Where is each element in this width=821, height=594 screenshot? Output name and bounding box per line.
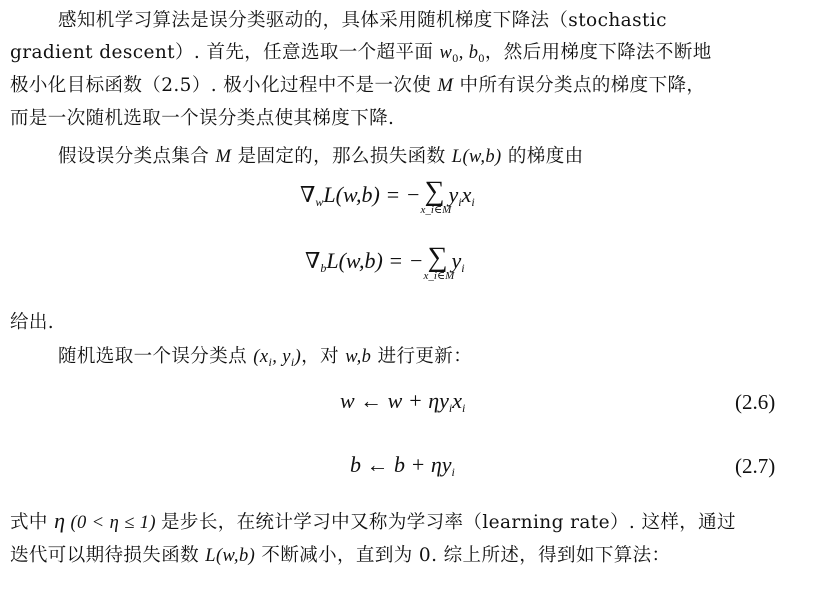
equation-number-2-6: (2.6) [735,390,776,414]
summation [423,242,455,282]
paragraph2-text-b: 是固定的，那么损失函数 [231,146,452,167]
paragraph1-line2-text-c: ，然后用梯度下降法不断地 [484,42,712,63]
paragraph2-text-c: 的梯度由 [501,146,584,167]
paragraph2-text-a: 假设误分类点集合 [58,146,216,167]
var-b: b [468,43,479,63]
var-eta: η [54,508,66,533]
equation-grad-w [300,178,475,216]
paragraph1-line4-text: 而是一次随机选取一个误分类点使其梯度下降. [10,108,395,129]
equation-2-7 [350,452,455,480]
term-y: y [448,182,459,208]
sub-i: i [290,355,295,369]
sub-i: i [458,195,462,210]
sum-sign: ∑ [424,176,445,207]
loss-function: L(w,b) [451,147,502,167]
equation-number-2-7: (2.7) [735,454,776,478]
sub-i: i [451,465,455,479]
var-M: M [215,147,232,167]
sub-i: i [461,401,466,415]
paragraph4-text-c: 迭代可以期待损失函数 [10,545,206,566]
paragraph1-line1 [58,6,667,32]
given-text: 给出. [10,312,55,333]
paragraph1-line1-text: 感知机学习算法是误分类驱动的，具体采用随机梯度下降法（stochastic [58,10,667,31]
paragraph3-text-c: 进行更新： [371,346,473,367]
loss-function: L(w,b) [205,546,256,566]
update-b-expression: b ← b + ηy [350,452,452,477]
equation-lhs: L(w,b) = − [323,182,421,208]
paragraph1-line3 [10,71,705,97]
paragraph3-line [58,342,472,370]
paragraph4-line2 [10,541,670,567]
paragraph2-line1 [58,142,584,168]
point-pair-open: (x [253,347,269,367]
update-w-expression: w ← w + ηy [340,388,449,413]
term-x: x [452,388,462,413]
sub-zero: 0 [478,51,485,65]
equation-2-6 [340,388,465,416]
paragraph3-text-a: 随机选取一个误分类点 [58,346,254,367]
var-w: w [439,43,453,63]
sub-i: i [461,261,465,276]
point-pair-close: ) [294,347,302,367]
sum-subscript: x_i∈M [423,270,455,282]
sub-i: i [471,195,475,210]
sub-zero: 0 [452,51,459,65]
comma: , [458,43,469,63]
sub-i: i [448,401,453,415]
equation-lhs: L(w,b) = − [326,248,424,274]
nabla-symbol: ∇ [305,248,321,274]
equation-grad-b [305,244,465,282]
paragraph1-line3-text-a: 极小化目标函数（2.5）. 极小化过程中不是一次使 [10,75,438,96]
given-line [10,308,54,334]
paragraph1-line2-text-a: gradient descent）. 首先，任意选取一个超平面 [10,42,440,63]
vars-w-b: w,b [345,347,372,367]
paragraph4-text-a: 式中 [10,512,55,533]
paragraph4-text-d: 不断减小，直到为 0. 综上所述，得到如下算法： [255,545,671,566]
term-x: x [461,182,472,208]
sum-sign: ∑ [427,242,448,273]
paragraph4-text-b: 是步长，在统计学习中又称为学习率（learning rate）. 这样，通过 [161,512,736,533]
nabla-subscript: b [320,261,327,276]
paragraph4-line1 [10,508,736,534]
var-M: M [437,76,454,96]
paragraph3-text-b: ，对 [301,346,346,367]
term-y: y [451,248,462,274]
nabla-symbol: ∇ [300,182,316,208]
eta-range: (0 < η ≤ 1) [65,513,162,533]
sum-subscript: x_i∈M [420,204,452,216]
nabla-subscript: w [315,195,324,210]
paragraph1-line3-text-b: 中所有误分类点的梯度下降， [453,75,706,96]
paragraph1-line2 [10,38,712,66]
point-pair-mid: , y [272,347,291,367]
summation [420,176,452,216]
sub-i: i [268,355,273,369]
paragraph1-line4 [10,104,394,130]
